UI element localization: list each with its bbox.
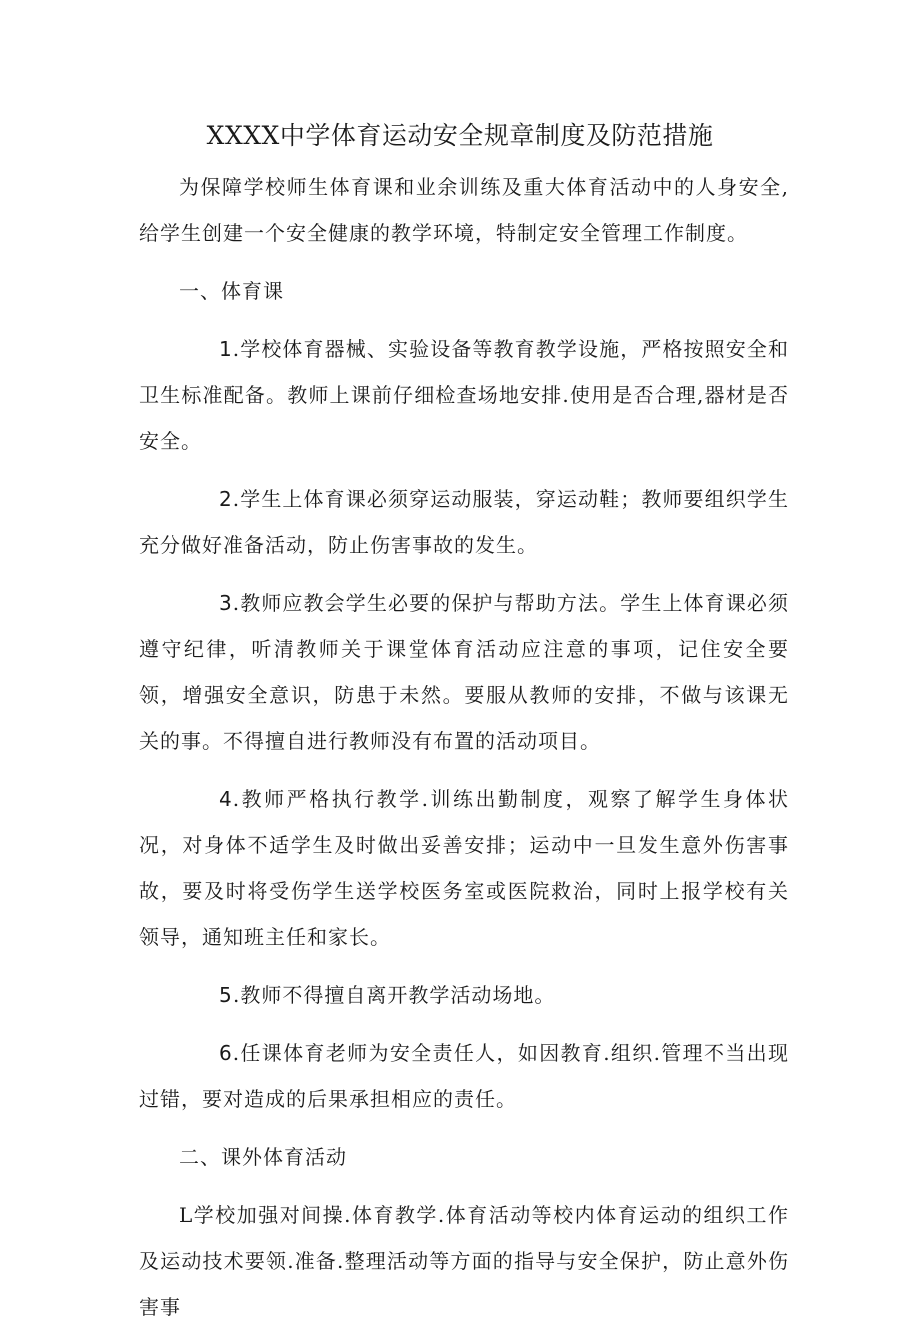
list-item-2 — [139, 476, 789, 568]
list-item-6 — [139, 1030, 789, 1122]
list-item-extracurricular-1 — [139, 1192, 789, 1330]
intro-paragraph: 为保障学校师生体育课和业余训练及重大体育活动中的人身安全,给学生创建一个安全健康的教学环境，特制定安全管理工作制度。 — [139, 175, 789, 245]
list-item-3 — [139, 580, 789, 764]
list-item-4 — [139, 776, 789, 960]
section-heading-extracurricular: 二、课外体育活动 — [179, 1145, 347, 1169]
list-item-5 — [139, 972, 789, 1018]
document-title: XXXX中学体育运动安全规章制度及防范措施 — [206, 121, 714, 150]
item-number: 5 — [219, 983, 233, 1007]
section-heading-pe-class: 一、体育课 — [179, 279, 284, 303]
document-body — [139, 164, 789, 1342]
item-text: .学生上体育课必须穿运动服装，穿运动鞋；教师要组织学生充分做好准备活动，防止伤害事故的发生。 — [139, 487, 789, 557]
item-number: 6 — [219, 1041, 233, 1065]
item-number: 4 — [219, 787, 233, 811]
item-number: 2 — [219, 487, 233, 511]
item-text: .教师严格执行教学.训练出勤制度，观察了解学生身体状况，对身体不适学生及时做出妥善安排；运动中一旦发生意外伤害事故，要及时将受伤学生送学校医务室或医院救治，同时上报学校有关领导，通知班主任和家长。 — [139, 787, 789, 949]
item-number: 1 — [219, 337, 233, 361]
item-text: .任课体育老师为安全责任人，如因教育.组织.管理不当出现过错，要对造成的后果承担相应的责任。 — [139, 1041, 789, 1111]
item-text: L学校加强对间操.体育教学.体育活动等校内体育运动的组织工作及运动技术要领.准备.整理活动等方面的指导与安全保护，防止意外伤害事 — [139, 1203, 789, 1319]
list-item-1 — [139, 326, 789, 464]
item-text: .学校体育器械、实验设备等教育教学设施，严格按照安全和卫生标准配备。教师上课前仔细检查场地安排.使用是否合理,器材是否安全。 — [139, 337, 789, 453]
item-number: 3 — [219, 591, 233, 615]
item-text: .教师应教会学生必要的保护与帮助方法。学生上体育课必须遵守纪律，听清教师关于课堂体育活动应注意的事项，记住安全要领，增强安全意识，防患于未然。要服从教师的安排，不做与该课无关的事。不得擅自进行教师没有布置的活动项目。 — [139, 591, 789, 753]
item-text: .教师不得擅自离开教学活动场地。 — [233, 983, 556, 1007]
